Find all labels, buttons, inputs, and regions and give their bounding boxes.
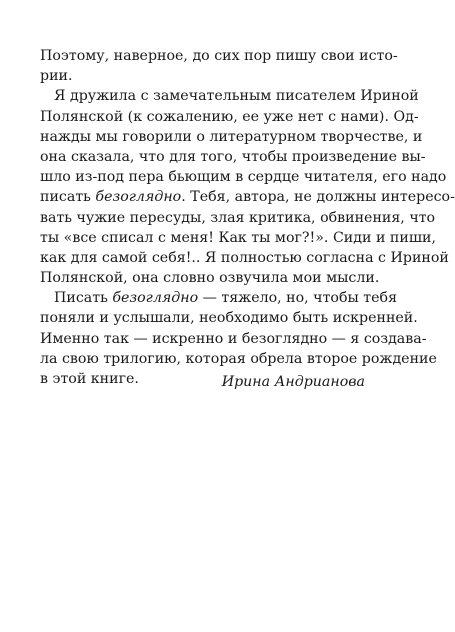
document-body <box>40 46 455 389</box>
text-line: рии. <box>40 68 73 85</box>
italic-emphasis: безоглядно <box>112 290 199 307</box>
text-line: как для самой себя!.. Я полностью согласна с Ириной <box>40 249 449 266</box>
text-line: нажды мы говорили о литературном творчестве, и <box>40 128 423 145</box>
paragraph-2 <box>40 86 455 288</box>
text-line: в этой книге. <box>40 371 139 387</box>
text-line: Поэтому, наверное, до сих пор пишу свои исто- <box>40 48 398 64</box>
text-line: шло из-под пера бьющим в сердце читателя, его надо <box>40 169 447 186</box>
text-line: поняли и услышали, необходимо быть искренней. <box>40 310 418 327</box>
author-signature: Ирина Андрианова <box>221 374 365 390</box>
text-line: вать чужие пересуды, злая критика, обвинения, что <box>40 209 436 226</box>
text-line: Полянской, она словно озвучила мои мысли. <box>40 270 380 287</box>
text-line-with-italic: писать безоглядно. Тебя, автора, не должны интересо- <box>40 189 455 206</box>
italic-emphasis: безоглядно <box>95 189 182 206</box>
paragraph-1 <box>40 46 398 86</box>
text-line: Именно так — искренно и безоглядно — я создава- <box>40 330 427 347</box>
text-line: ты «все списал с меня! Как ты мог?!». Сиди и пиши, <box>40 229 436 246</box>
text-line: она сказала, что для того, чтобы произведение вы- <box>40 148 426 165</box>
text-line: Я дружила с замечательным писателем Ириной <box>54 88 419 105</box>
text-line: Полянской (к сожалению, ее уже нет с нами). Од- <box>40 108 419 125</box>
text-line: ла свою трилогию, которая обрела второе рождение <box>40 350 437 367</box>
text-line-with-italic: Писать безоглядно — тяжело, но, чтобы тебя <box>54 290 398 307</box>
